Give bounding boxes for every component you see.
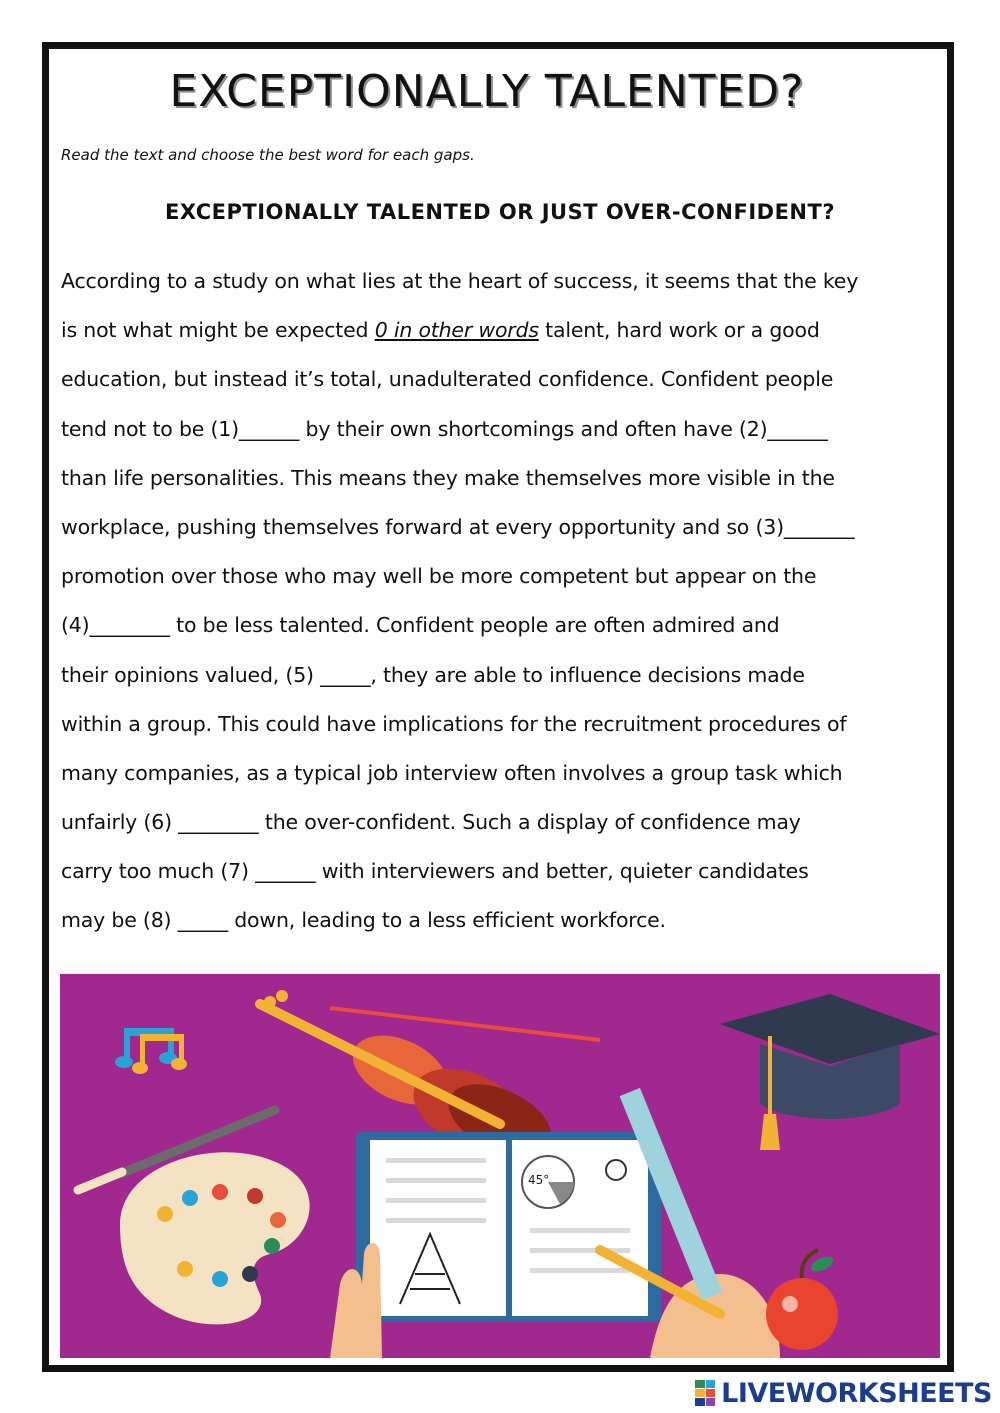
illustration-svg <box>60 974 940 1358</box>
page-title: EXCEPTIONALLY TALENTED? <box>169 66 805 117</box>
graduation-cap-icon <box>720 994 940 1150</box>
passage-line: education, but instead it’s total, unadulterated confidence. Confident people <box>61 367 834 392</box>
apple-icon <box>766 1250 838 1350</box>
passage-line-gap-8[interactable]: may be (8) _____ down, leading to a less efficient workforce. <box>61 908 666 933</box>
music-notes-icon <box>115 1028 187 1074</box>
passage-line: According to a study on what lies at the heart of success, it seems that the key <box>61 269 859 293</box>
passage-line-gap-4[interactable]: (4)________ to be less talented. Confident people are often admired and <box>61 613 780 638</box>
passage-line-gap-7[interactable]: carry too much (7) ______ with interviewers and better, quieter candidates <box>61 859 809 884</box>
liveworksheets-logo-text: LIVEWORKSHEETS <box>721 1377 992 1409</box>
passage-line: many companies, as a typical job interview often involves a group task which <box>61 760 843 785</box>
liveworksheets-logo-icon <box>695 1380 715 1406</box>
liveworksheets-logo[interactable] <box>695 1378 992 1408</box>
passage-heading: EXCEPTIONALLY TALENTED OR JUST OVER-CONFIDENT? <box>164 200 835 224</box>
passage-line: than life personalities. This means they make themselves more visible in the <box>61 465 835 490</box>
passage-line: promotion over those who may well be more competent but appear on the <box>61 564 817 589</box>
passage-text: talent, hard work or a good <box>538 318 820 343</box>
passage-line-gap-1-2[interactable]: tend not to be (1)______ by their own shortcomings and often have (2)______ <box>61 416 828 441</box>
passage-line-gap-6[interactable]: unfairly (6) ________ the over-confident. Such a display of confidence may <box>61 810 801 835</box>
violin-bow <box>330 1008 600 1040</box>
talent-illustration <box>60 974 940 1358</box>
passage-line: within a group. This could have implications for the recruitment procedures of <box>61 711 847 736</box>
example-answer: 0 in other words <box>374 318 539 343</box>
paint-palette-icon <box>120 1152 310 1324</box>
passage-line-gap-3[interactable]: workplace, pushing themselves forward at every opportunity and so (3)_______ <box>61 514 855 539</box>
reading-passage <box>61 257 941 946</box>
book-angle-label: 45° <box>528 1173 550 1187</box>
passage-line <box>61 306 941 355</box>
open-book-icon <box>356 1132 661 1322</box>
instructions-text: Read the text and choose the best word for each gaps. <box>61 146 475 164</box>
passage-text: is not what might be expected <box>61 318 375 343</box>
passage-line-gap-5[interactable]: their opinions valued, (5) _____, they are able to influence decisions made <box>61 662 805 687</box>
